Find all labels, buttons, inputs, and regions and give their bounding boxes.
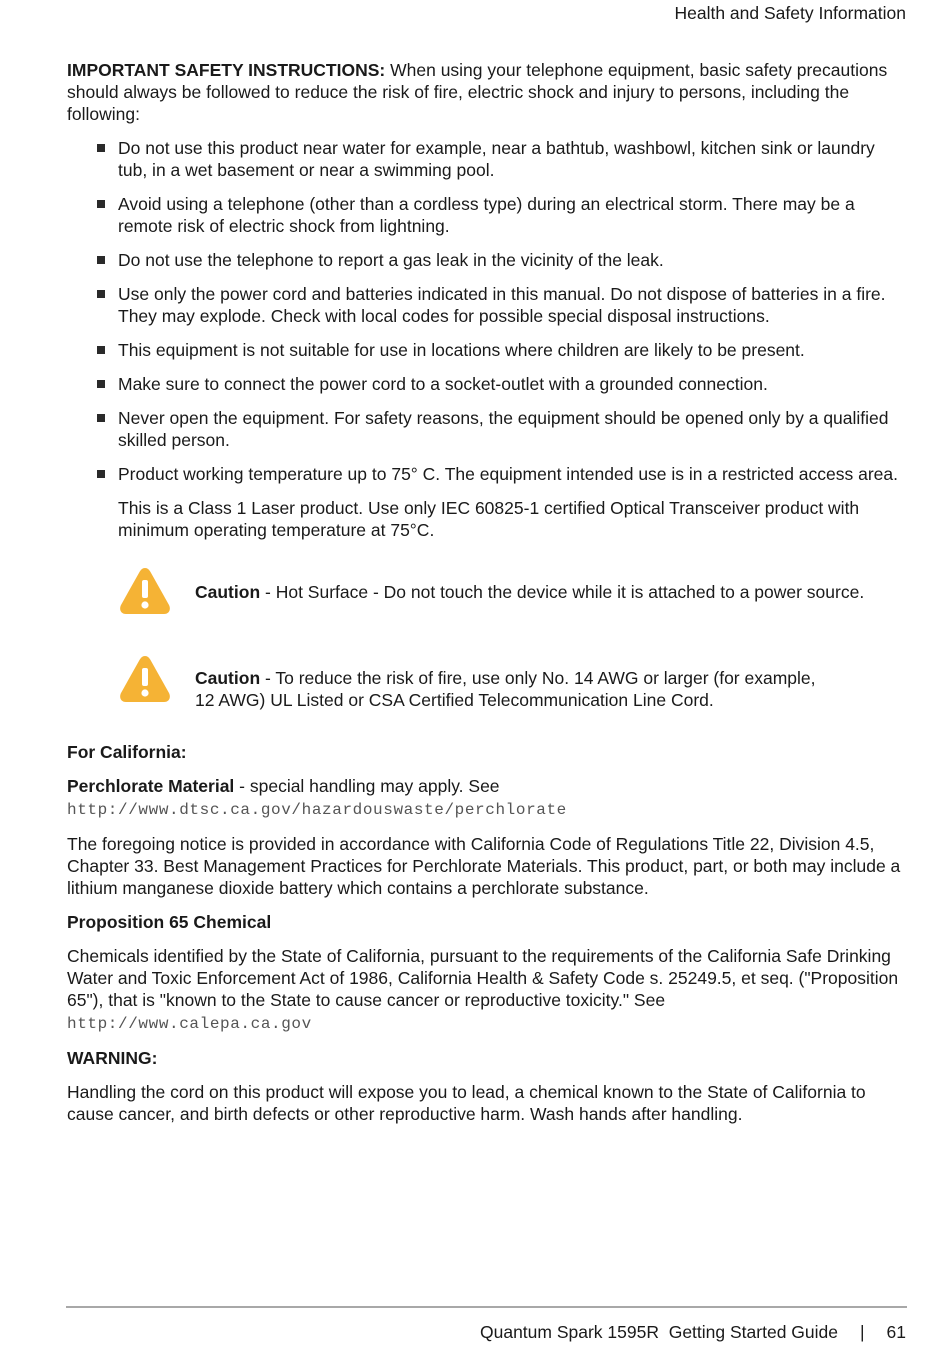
list-item-text: Product working temperature up to 75° C. The equipment intended use is in a restricted access area. [118,464,899,484]
intro-lead: IMPORTANT SAFETY INSTRUCTIONS: [67,60,386,80]
perchlorate-text: - special handling may apply. See [234,776,500,796]
list-item-text: Avoid using a telephone (other than a cordless type) during an electrical storm. There may be a remote risk of electric shock from lightning. [118,194,855,236]
list-item-text: This equipment is not suitable for use in locations where children are likely to be present. [118,340,805,360]
caution-line-cord [118,653,907,715]
bullet-square-icon [97,200,105,208]
california-heading: For California: [67,742,187,762]
bullet-square-icon [97,346,105,354]
intro-text: When using your telephone equipment, basic safety precautions should always be followed to reduce the risk of fire, electric shock and injury to persons, including the following: [67,60,888,124]
caution-label: Caution [195,582,261,602]
caution-body: - Hot Surface - Do not touch the device while it is attached to a power source. [260,582,865,602]
list-item-text: Do not use this product near water for example, near a bathtub, washbowl, kitchen sink or laundry tub, in a wet basement or near a swimming pool. [118,138,875,180]
page-footer [480,1322,906,1343]
caution-hot-surface [118,565,907,627]
perchlorate-link[interactable]: http://www.dtsc.ca.gov/hazardouswaste/perchlorate [67,801,567,819]
list-item-text: Use only the power cord and batteries indicated in this manual. Do not dispose of batteries in a fire. They may explode. Check with local codes for possible special disposal instructions. [118,284,886,326]
warning-heading: WARNING: [67,1048,158,1068]
warning-triangle-icon [118,565,172,619]
list-item-text: Never open the equipment. For safety reasons, the equipment should be opened only by a qualified skilled person. [118,408,889,450]
list-item [67,193,907,237]
perchlorate-notice: The foregoing notice is provided in accordance with California Code of Regulations Title 22, Division 4.5, Chapter 33. Best Management Practices for Perchlorate Materials. This product, part, or both may include a lithium manganese dioxide battery which contains a perchlorate substance. [67,834,901,898]
list-item [67,339,907,361]
footer-divider [66,1306,907,1308]
caution-text [195,581,895,603]
caution-label: Caution [195,668,261,688]
list-item [67,283,907,327]
bullet-square-icon [97,144,105,152]
safety-instructions-list [67,137,907,485]
perchlorate-paragraph [67,775,907,821]
bullet-square-icon [97,380,105,388]
prop65-paragraph [67,945,907,1035]
caution-text [195,667,835,711]
footer-guide-title: Quantum Spark 1595R Getting Started Guide [480,1322,838,1342]
perchlorate-label: Perchlorate Material [67,776,235,796]
page-number: 61 [886,1322,906,1342]
caution-body: - To reduce the risk of fire, use only No. 14 AWG or larger (for example, 12 AWG) UL Listed or CSA Certified Telecommunication Line Cord. [195,668,816,710]
bullet-square-icon [97,256,105,264]
laser-note: This is a Class 1 Laser product. Use only IEC 60825-1 certified Optical Transceiver product with minimum operating temperature at 75°C. [118,498,860,540]
bullet-square-icon [97,470,105,478]
list-item [67,137,907,181]
list-item [67,407,907,451]
prop65-text: Chemicals identified by the State of California, pursuant to the requirements of the California Safe Drinking Water and Toxic Enforcement Act of 1986, California Health & Safety Code s. 25249.5, et seq. ("Proposition 65"), that is "known to the State to cause cancer or reproductive toxicity." See [67,946,899,1010]
page-header-title: Health and Safety Information [674,3,906,23]
list-item-text: Make sure to connect the power cord to a socket-outlet with a grounded connection. [118,374,768,394]
list-item [67,463,907,485]
list-item [67,249,907,271]
list-item-text: Do not use the telephone to report a gas leak in the vicinity of the leak. [118,250,664,270]
list-item [67,373,907,395]
bullet-square-icon [97,290,105,298]
prop65-heading: Proposition 65 Chemical [67,912,272,932]
prop65-link[interactable]: http://www.calepa.ca.gov [67,1015,312,1033]
warning-text: Handling the cord on this product will expose you to lead, a chemical known to the State of California to cause cancer, and birth defects or other reproductive harm. Wash hands after handling. [67,1082,866,1124]
footer-separator: | [859,1322,865,1342]
bullet-square-icon [97,414,105,422]
intro-paragraph [67,59,907,125]
warning-triangle-icon [118,653,172,707]
page-content [67,59,907,1137]
